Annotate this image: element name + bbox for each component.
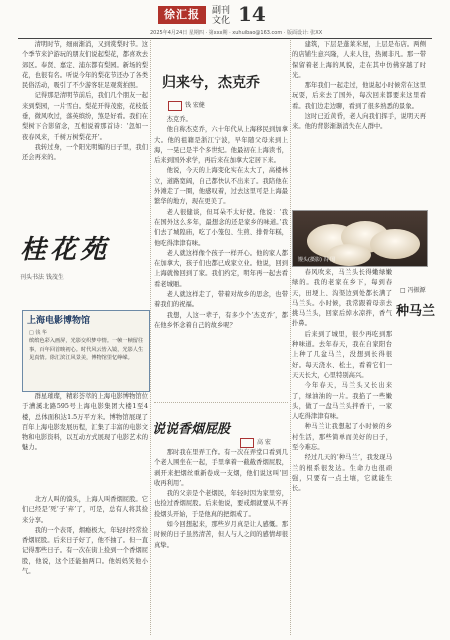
masthead [0, 0, 450, 44]
byline-marker [240, 438, 254, 448]
section-label [212, 6, 230, 26]
article-title: 归来兮，杰克乔 [162, 75, 260, 91]
section-name: 副刊 [212, 6, 231, 16]
paragraph: 今年春天，马兰头又长出来了，绿油油的一片。我掐了一些嫩头，做了一盘马兰头拌香干，一家人吃得津津有味。 [292, 382, 392, 421]
paragraph: 那年我们一起走过，他说起小时候常在这里玩耍，后来去了国外，每次回来都要来这里看看。我们边走边聊，看到了很多熟悉的景象。 [292, 82, 426, 110]
shuo-byline [240, 437, 271, 448]
paragraph: 如今回想起来，那些岁月真是让人感慨。那时候的日子虽然清苦，但人与人之间的感情却很真挚。 [154, 521, 288, 549]
poem-title: 上海电影博物馆 [27, 316, 91, 326]
paragraph: 老人就这样像个孩子一样开心。他的家人都在加拿大，孩子们也都已成家立业。他说，回到上海就像回到了家。我们约定，明年再一起去看看老城厢。 [154, 249, 288, 288]
byline-marker [168, 101, 182, 111]
article-body [154, 115, 288, 395]
section-sub: 文化 [212, 16, 231, 26]
page-number: 14 [238, 2, 266, 26]
paragraph: 记得那是清明节前后，我们几个朋友一起来到梨园，一片雪白。梨花开得茂密，花枝低垂，微风吹过，落英缤纷，煞是好看。我们在梨树下合影留念，互相说着那首诗：‘忽如一夜春风来，千树万树梨花开’。 [22, 92, 148, 141]
paragraph: 他自称杰克乔，六十年代从上海移民到加拿大。他的祖籍是浙江宁波，早年随父母来到上海，一晃已是半个多世纪。他最初在上海读书，后来到国外求学，再后来在加拿大定居下来。 [154, 126, 288, 165]
left-column-top-text [22, 40, 148, 223]
paragraph: 北方人叫的馍头，上海人叫香烟屁股。它们已经是‘死’子‘弃’了，可是，总有人将其捡来分享。 [22, 496, 148, 524]
zhongma-body [292, 268, 392, 634]
right-column-top-text [292, 40, 426, 206]
paragraph: 我的一个表哥，烟瘾极大，年轻时经常捡香烟屁股。后来日子好了，他不抽了。但一直记得那些日子。有一次在街上捡到一个香烟屁股，他说，这个还能抽两口。他妈妈笑他小气。 [22, 526, 148, 576]
paragraph: 老人很健谈，但耳朵不太好使。他说：‘我在国外这么多年，最想念的还是家乡的味道。’我们去了城隍庙，吃了小笼包、生煎、排骨年糕，他吃得津津有味。 [154, 208, 288, 247]
paragraph: 春风吹来，马兰头长得嫩绿嫩绿的。我的老家在乡下，每到春天，田埂上、沟渠边到处都长满了马兰头。小时候，我常跟着母亲去挑马兰头，回家后焯水凉拌，香气扑鼻。 [292, 269, 392, 328]
newspaper-logo: 徐汇报 [158, 6, 206, 24]
paragraph: 清明时节，细雨渐消，又到赏梨时节。这个季节来沪游玩的朋友们说起梨花，都喜欢去郊区。奉贤、嘉定、浦东都有梨园。新场的梨花，也很有名。听说今年的梨花节还办了各类民俗活动，吸引了不少游客驻足观赏拍照。 [22, 41, 148, 90]
paragraph: 我转过身，一个阳光明媚的日子里，我们还会再来的。 [22, 143, 148, 162]
left-column-bottom-text [22, 495, 148, 635]
poem-body: 缤缤色彩入画屏，光影交织梦中情。一帧一帧留往事，百年回首映初心。时代风云皆入镜，光影人生见真情。徐汇滨江风景美，博物馆里忆峥嵘。 [29, 338, 144, 361]
article-byline [168, 100, 205, 111]
article-author: 钱 宏健 [185, 102, 205, 109]
paragraph: 这时已近黄昏，老人向我们挥手，说明天再来。他的背影渐渐消失在人群中。 [292, 113, 426, 131]
paragraph: 经过几天的‘种马兰’，我发现马兰的根系很发达。生命力也很顽强，只要有一点土壤，它就能生长。 [292, 454, 392, 493]
zhongma-title: 种马兰 [396, 304, 436, 319]
zhongma-author: □ 冯振源 [400, 287, 426, 294]
paragraph: 群星璀璨，精彩荟萃的上海电影博物馆位于漕溪北路595号上海电影集团大楼1至4楼，总体面积达1.5万平方米。博物馆展现了百年上海电影发展历程，汇集了丰富的电影文物和电影资料，以互动方式展现了电影艺术的魅力。 [22, 393, 148, 452]
banner-title: 桂花苑 [20, 235, 111, 265]
paragraph: 我的父亲是个老烟民，年轻时因为家里穷，也捡过香烟屁股。后来他说，要戒烟就要从不再捡烟头开始，于是他真的把烟戒了。 [154, 490, 288, 518]
paragraph: 建筑，下层是蓬莱米屋，上层是布店。两侧的店铺生意兴隆，人来人往，热闹非凡。那一带保留着老上海的风貌，走在其中仿佛穿越了时光。 [292, 41, 426, 79]
masthead-rule [18, 38, 432, 39]
paragraph: 种马兰让我想起了小时候的乡村生活，那些简单而美好的日子，至今难忘。 [292, 423, 392, 452]
paragraph: 我想，人这一辈子，有多少个‘杰克乔’，都在他乡怀念着自己的故乡呢？ [154, 311, 288, 329]
issue-info: 2025年4月24日 星期四 · 第xxx期 · xuhuibao@163.com · 版面设计: 张XX [150, 30, 323, 36]
paragraph: 老人就这样走了，带着对故乡的思念，也带着我们的祝福。 [154, 291, 288, 309]
section-divider [154, 402, 288, 403]
column-divider [150, 40, 151, 635]
banner-subtitle: 刊头书法 钱茂生 [20, 274, 64, 281]
paragraph: 那时我在里弄工作。有一次在弄堂口看到几个老人围坐在一起，手里拿着一截截香烟屁股，剥开来把烟丝重新卷成一支烟，他们说这叫‘回收再利用’。 [154, 449, 288, 487]
shuo-author: 高 宏 [257, 439, 271, 446]
poem-box [22, 310, 150, 392]
paragraph: 杰克乔。 [166, 116, 192, 123]
paragraph: 后来到了城里，很少再吃到那种味道。去年春天，我在自家阳台上种了几盆马兰，没想到长得很好。每天浇水、松土，看着它们一天天长大，心里特别高兴。 [292, 330, 392, 379]
poem-author: □ 钱 华 [29, 330, 47, 336]
shuo-title: 说说香烟屁股 [152, 422, 231, 437]
shuo-body [154, 448, 288, 635]
left-column-mid-text [22, 392, 148, 490]
paragraph: 他说，今天的上海变化实在太大了，高楼林立，道路宽阔，自己都快认不出来了。我陪他在外滩走了一圈，他感叹着，过去这里可是上海最繁华的地方，现在更美了。 [154, 167, 288, 206]
photo-caption: 馒头(摄影) 冯 国 [298, 257, 336, 263]
column-divider [290, 40, 291, 635]
column-banner [20, 229, 148, 309]
